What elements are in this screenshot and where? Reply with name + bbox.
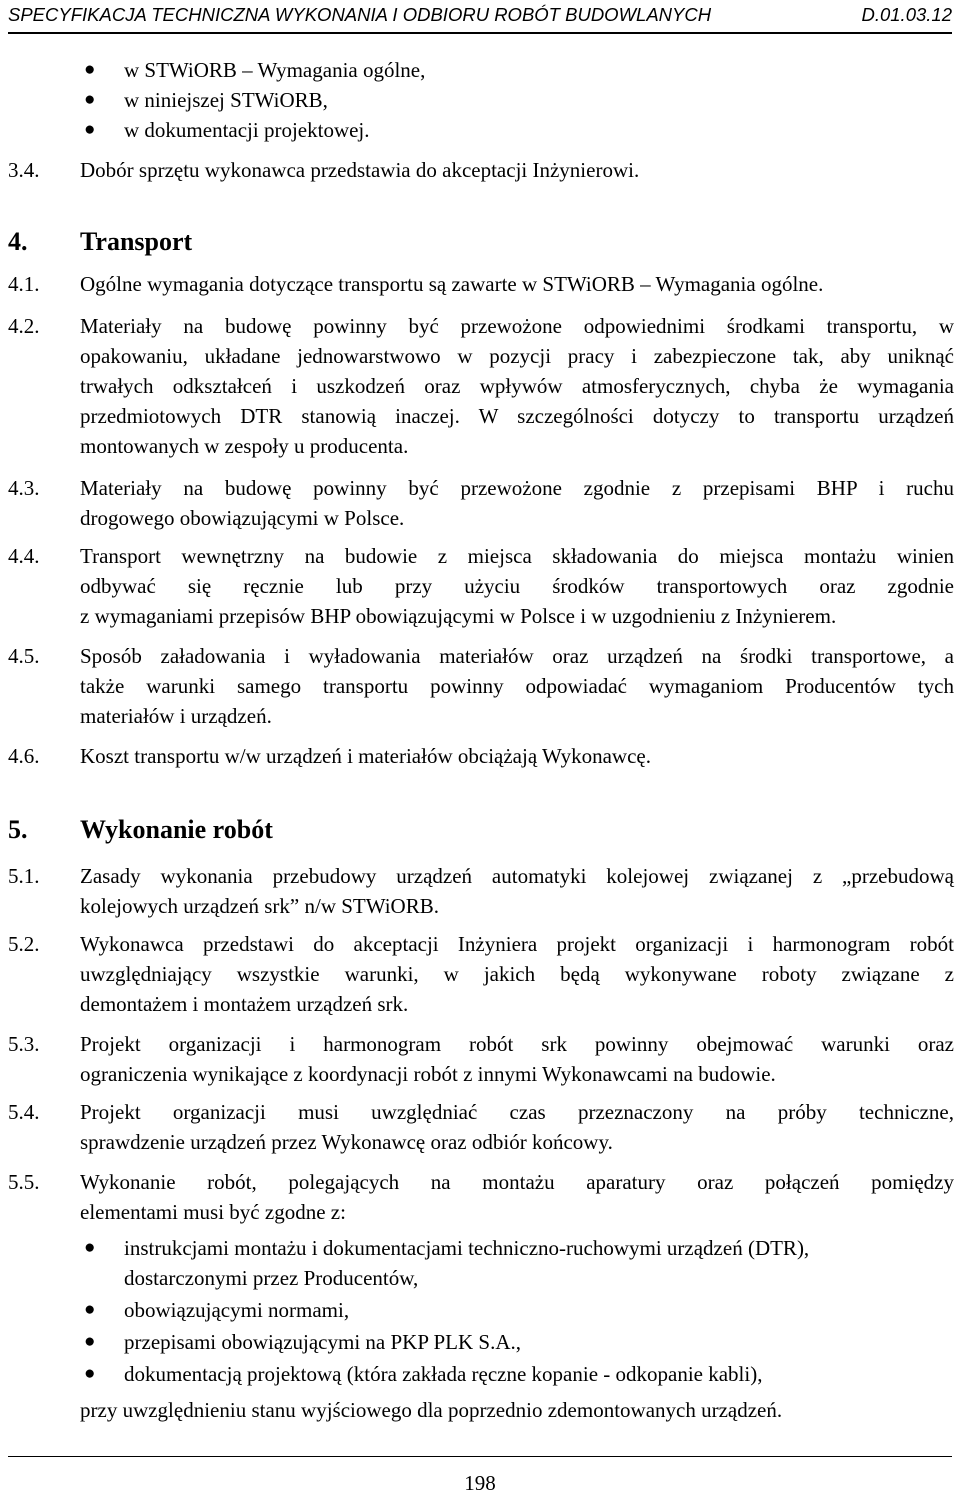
page-number: 198 (464, 1471, 496, 1495)
paragraph-4-5-line: Sposób załadowania i wyładowania materiałów oraz urządzeń na środki transportowe, a (80, 644, 954, 668)
page-header (8, 2, 952, 34)
paragraph-4-2-line: opakowaniu, układane jednowarstwowo w pozycji pracy i zabezpieczone tak, aby uniknąć (80, 344, 954, 368)
paragraph-4-4-line: Transport wewnętrzny na budowie z miejsca składowania do miejsca montażu winien (80, 544, 954, 568)
bullet-dot: ● (84, 1363, 96, 1384)
section-number: 5.2. (8, 932, 40, 956)
section-number: 4.2. (8, 314, 40, 338)
paragraph-4-3-line: drogowego obowiązującymi w Polsce. (80, 506, 405, 530)
closing-paragraph: przy uwzględnieniu stanu wyjściowego dla poprzednio zdemontowanych urządzeń. (80, 1398, 783, 1422)
bullet-item: w niniejszej STWiORB, (124, 88, 328, 112)
heading-transport: Transport (80, 227, 193, 256)
paragraph-5-5-line: Wykonanie robót, polegających na montażu aparatury oraz połączeń pomiędzy (80, 1170, 954, 1194)
bullet-item: obowiązującymi normami, (124, 1298, 350, 1322)
paragraph-4-6: Koszt transportu w/w urządzeń i materiałów obciążają Wykonawcę. (80, 744, 651, 768)
bullet-item: dokumentacją projektową (która zakłada ręczne kopanie - odkopanie kabli), (124, 1362, 763, 1386)
bullet-dot: ● (84, 1237, 96, 1258)
paragraph-4-2-line: przedmiotowych DTR stanowią inaczej. W szczególności dotyczy to transportu urządzeń (80, 404, 954, 428)
paragraph-5-2-line: demontażem i montażem urządzeń srk. (80, 992, 409, 1016)
heading-number: 4. (8, 227, 28, 256)
paragraph-5-5-line: elementami musi być zgodne z: (80, 1200, 346, 1224)
paragraph-5-2-line: Wykonawca przedstawi do akceptacji Inżyniera projekt organizacji i harmonogram robót (80, 932, 954, 956)
section-number: 5.3. (8, 1032, 40, 1056)
paragraph-4-5-line: także warunki samego transportu powinny odpowiadać wymaganiom Producentów tych (80, 674, 954, 698)
bullet-dot: ● (84, 59, 96, 80)
bullet-dot: ● (84, 119, 96, 140)
section-number: 4.6. (8, 744, 40, 768)
bullet-item: przepisami obowiązującymi na PKP PLK S.A., (124, 1330, 522, 1354)
paragraph-4-2-line: Materiały na budowę powinny być przewożone odpowiednimi środkami transportu, w (80, 314, 954, 338)
header-code: D.01.03.12 (861, 4, 952, 25)
section-number: 4.3. (8, 476, 40, 500)
bullet-item: w dokumentacji projektowej. (124, 118, 370, 142)
paragraph-5-2-line: uwzględniający wszystkie warunki, w jakich będą wykonywane roboty związane z (80, 962, 954, 986)
paragraph-5-4-line: sprawdzenie urządzeń przez Wykonawcę oraz odbiór końcowy. (80, 1130, 613, 1154)
section-number: 4.5. (8, 644, 40, 668)
paragraph-3-4: Dobór sprzętu wykonawca przedstawia do akceptacji Inżynierowi. (80, 158, 640, 182)
paragraph-4-4-line: odbywać się ręcznie lub przy użyciu środków transportowych oraz zgodnie (80, 574, 954, 598)
heading-wykonanie-robot: Wykonanie robót (80, 815, 273, 844)
bullet-dot: ● (84, 89, 96, 110)
paragraph-4-5-line: materiałów i urządzeń. (80, 704, 272, 728)
paragraph-5-1-line: kolejowych urządzeń srk” n/w STWiORB. (80, 894, 439, 918)
paragraph-4-3-line: Materiały na budowę powinny być przewożone zgodnie z przepisami BHP i ruchu (80, 476, 954, 500)
paragraph-4-2-line: trwałych odkształceń i uszkodzeń oraz wpływów atmosferycznych, chyba że wymagania (80, 374, 954, 398)
paragraph-4-4-line: z wymaganiami przepisów BHP obowiązującymi w Polsce i w uzgodnieniu z Inżynierem. (80, 604, 837, 628)
section-number: 5.1. (8, 864, 40, 888)
heading-number: 5. (8, 815, 28, 844)
bullet-item: instrukcjami montażu i dokumentacjami techniczno-ruchowymi urządzeń (DTR), (124, 1236, 810, 1260)
paragraph-4-2-line: montowanych w zespoły u producenta. (80, 434, 409, 458)
section-number: 4.1. (8, 272, 40, 296)
bullet-dot: ● (84, 1331, 96, 1352)
section-number: 5.5. (8, 1170, 40, 1194)
section-number: 3.4. (8, 158, 40, 182)
section-number: 4.4. (8, 544, 40, 568)
paragraph-4-1: Ogólne wymagania dotyczące transportu są zawarte w STWiORB – Wymagania ogólne. (80, 272, 824, 296)
section-number: 5.4. (8, 1100, 40, 1124)
paragraph-5-3-line: ograniczenia wynikające z koordynacji robót z innymi Wykonawcami na budowie. (80, 1062, 776, 1086)
paragraph-5-3-line: Projekt organizacji i harmonogram robót srk powinny obejmować warunki oraz (80, 1032, 954, 1056)
paragraph-5-4-line: Projekt organizacji musi uwzględniać czas przeznaczony na próby techniczne, (80, 1100, 954, 1124)
paragraph-5-1-line: Zasady wykonania przebudowy urządzeń automatyki kolejowej związanej z „przebudową (80, 864, 954, 888)
header-title: SPECYFIKACJA TECHNICZNA WYKONANIA I ODBIORU ROBÓT BUDOWLANYCH (8, 4, 712, 25)
bullet-dot: ● (84, 1299, 96, 1320)
footer-divider (8, 1456, 952, 1457)
bullet-item-continuation: dostarczonymi przez Producentów, (124, 1266, 419, 1290)
bullet-item: w STWiORB – Wymagania ogólne, (124, 58, 426, 82)
